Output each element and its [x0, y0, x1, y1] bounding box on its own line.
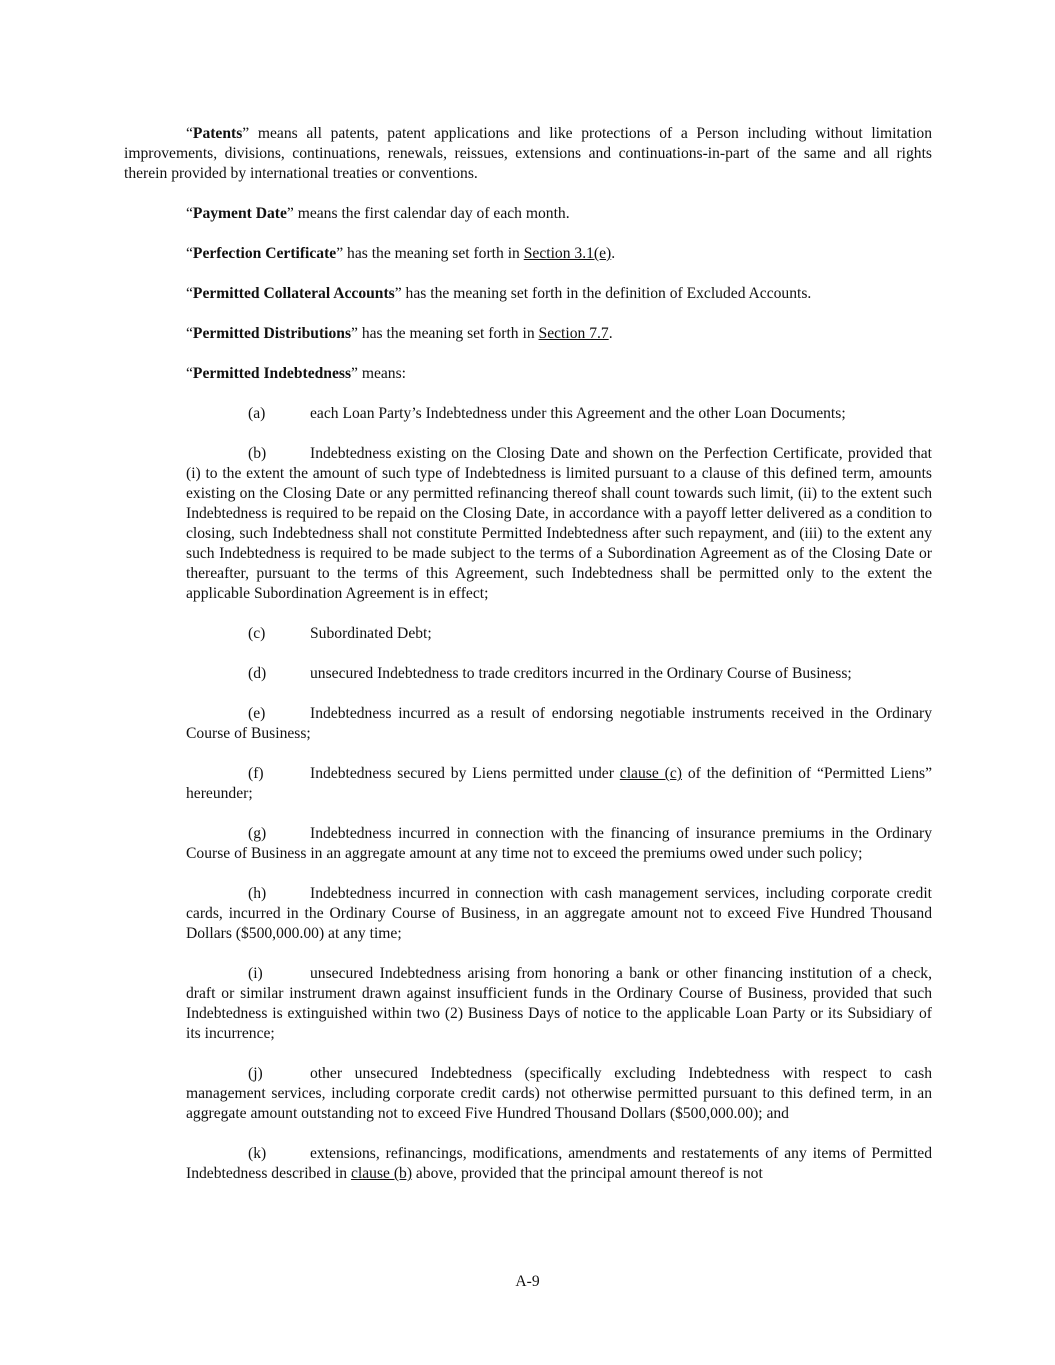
- clause-text: Indebtedness incurred as a result of endorsing negotiable instruments received in the Ordinary Course of Business;: [186, 705, 932, 742]
- definition-text: ” means:: [351, 365, 407, 382]
- clause-c: [186, 624, 932, 644]
- clause-k: [186, 1144, 932, 1184]
- definition-text: ” has the meaning set forth in: [351, 325, 539, 342]
- clause-label: (b): [248, 445, 267, 462]
- clause-text: above, provided that the principal amount thereof is not: [412, 1165, 763, 1182]
- defined-term: Payment Date: [192, 205, 287, 222]
- permitted-indebtedness-clauses: [186, 404, 932, 1184]
- clause-d: [186, 664, 932, 684]
- clause-text: extensions, refinancings, modifications, amendments and restatements of any items of Permitted Indebtedness described in: [186, 1145, 932, 1182]
- clause-text: Indebtedness incurred in connection with the financing of insurance premiums in the Ordinary Course of Business in an aggregate amount at any time not to exceed the premiums owed under such policy;: [186, 825, 932, 862]
- open-quote: “: [186, 245, 193, 262]
- clause-text: Indebtedness secured by Liens permitted under: [310, 765, 620, 782]
- clause-e: [186, 704, 932, 744]
- clause-label: (d): [248, 665, 267, 682]
- definition-text: ” means the first calendar day of each month.: [286, 205, 570, 222]
- clause-label: (i): [248, 965, 263, 982]
- defined-term: Permitted Collateral Accounts: [192, 285, 395, 302]
- defined-term: Permitted Indebtedness: [192, 365, 352, 382]
- open-quote: “: [186, 125, 193, 142]
- clause-text: other unsecured Indebtedness (specifically excluding Indebtedness with respect to cash management services, including corporate credit cards) not otherwise permitted pursuant to this defined term, in an aggregate amount outstanding not to exceed Five Hundred Thousand Dollars ($500,000.00); and: [186, 1065, 932, 1122]
- clause-reference-link[interactable]: clause (c): [619, 765, 682, 782]
- document-page: [124, 124, 932, 1184]
- clause-label: (g): [248, 825, 267, 842]
- definition-perfection-certificate: [124, 244, 932, 264]
- clause-text: unsecured Indebtedness arising from honoring a bank or other financing institution of a check, draft or similar instrument drawn against insufficient funds in the Ordinary Course of Business, provided that such Indebtedness is extinguished within two (2) Business Days of notice to the applicable Loan Party or its Subsidiary of its incurrence;: [186, 965, 932, 1042]
- clause-text: of the definition of “Permitted Liens” hereunder;: [186, 765, 933, 802]
- defined-term: Perfection Certificate: [192, 245, 337, 262]
- clause-text: Subordinated Debt;: [310, 625, 432, 642]
- clause-text: unsecured Indebtedness to trade creditors incurred in the Ordinary Course of Business;: [310, 665, 852, 682]
- definition-text: ” means all patents, patent applications and like protections of a Person including without limitation improvements, divisions, continuations, renewals, reissues, extensions and continuations-in-part of the same and all rights therein provided by international treaties or conventions.: [124, 125, 932, 182]
- definition-permitted-indebtedness: [124, 364, 932, 384]
- clause-h: [186, 884, 932, 944]
- clause-g: [186, 824, 932, 864]
- defined-term: Permitted Distributions: [192, 325, 352, 342]
- clause-label: (c): [248, 625, 266, 642]
- clause-label: (k): [248, 1145, 267, 1162]
- definition-permitted-distributions: [124, 324, 932, 344]
- section-reference-link[interactable]: Section 7.7: [538, 325, 609, 342]
- definition-patents: [124, 124, 932, 184]
- clause-text: each Loan Party’s Indebtedness under this Agreement and the other Loan Documents;: [310, 405, 846, 422]
- clause-text: Indebtedness existing on the Closing Date and shown on the Perfection Certificate, provided that (i) to the extent the amount of such type of Indebtedness is limited pursuant to a clause of this defined term, amounts existing on the Closing Date or any permitted refinancing thereof shall count towards such limit, (ii) to the extent such Indebtedness is required to be repaid on the Closing Date, in accordance with a payoff letter delivered as a condition to closing, such Indebtedness shall not constitute Permitted Indebtedness after such repayment, and (iii) to the extent any such Indebtedness is required to be made subject to the terms of a Subordination Agreement as of the Closing Date or thereafter, pursuant to the terms of this Agreement, such Indebtedness shall be permitted only to the extent the applicable Subordination Agreement is in effect;: [186, 445, 932, 602]
- definition-text: ” has the meaning set forth in the definition of Excluded Accounts.: [394, 285, 812, 302]
- open-quote: “: [186, 325, 193, 342]
- clause-f: [186, 764, 932, 804]
- definition-text: .: [611, 245, 616, 262]
- open-quote: “: [186, 365, 193, 382]
- clause-label: (f): [248, 765, 264, 782]
- clause-label: (h): [248, 885, 267, 902]
- page-number: A-9: [515, 1273, 540, 1290]
- clause-label: (e): [248, 705, 266, 722]
- definition-text: .: [608, 325, 613, 342]
- clause-j: [186, 1064, 932, 1124]
- clause-reference-link[interactable]: clause (b): [350, 1165, 413, 1182]
- clause-text: Indebtedness incurred in connection with cash management services, including corporate credit cards, incurred in the Ordinary Course of Business, in an aggregate amount not to exceed Five Hundred Thousand Dollars ($500,000.00) at any time;: [186, 885, 932, 942]
- open-quote: “: [186, 205, 193, 222]
- defined-term: Patents: [192, 125, 243, 142]
- clause-b: [186, 444, 932, 604]
- clause-i: [186, 964, 932, 1044]
- definition-permitted-collateral-accounts: [124, 284, 932, 304]
- section-reference-link[interactable]: Section 3.1(e): [523, 245, 612, 262]
- clause-label: (a): [248, 405, 266, 422]
- open-quote: “: [186, 285, 193, 302]
- definition-payment-date: [124, 204, 932, 224]
- clause-a: [186, 404, 932, 424]
- definition-text: ” has the meaning set forth in: [336, 245, 524, 262]
- clause-label: (j): [248, 1065, 263, 1082]
